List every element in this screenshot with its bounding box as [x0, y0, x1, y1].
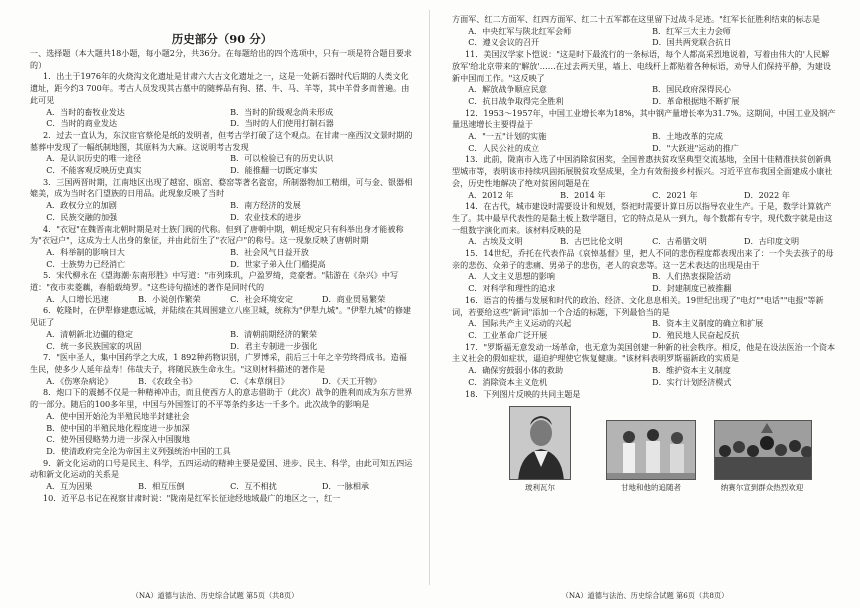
option: D．君主专制进一步强化	[230, 340, 318, 351]
option: D．《天工开物》	[322, 375, 382, 386]
option: A．国际共产主义运动的兴起	[468, 318, 572, 329]
question-18: 18．下列图片反映的共同主题是	[464, 388, 581, 399]
option: B．红军三大主力会师	[652, 25, 731, 36]
option: A．中央红军与陕北红军会师	[468, 25, 572, 36]
option: B．社会风气日益开放	[230, 246, 309, 257]
option: A．当时的畜牧业发达	[46, 106, 125, 117]
option: C．遵义会议的召开	[468, 37, 540, 48]
question-13-options	[452, 190, 836, 202]
option: B．可以检验已有的历史认识	[230, 153, 334, 164]
option: D．国共两党联合抗日	[652, 37, 732, 48]
option: B．土地改革的完成	[652, 131, 723, 142]
option: D．使清政府完全沦为帝国主义列强统治中国的工具	[46, 445, 231, 456]
question-15-options	[452, 271, 836, 294]
question-1-options	[30, 107, 414, 130]
question-9: 9．新文化运动的口号是民主、科学，五四运动的精神主要是爱国、进步、民主、科学，由此可知五四运动和新文化运动的关系是	[30, 457, 413, 480]
option: A．政权分立的加剧	[46, 200, 117, 211]
option: B．清朝前期经济的繁荣	[230, 328, 317, 339]
option: D．革命根据地不断扩展	[652, 95, 740, 106]
question-10: 10．近平总书记在视察甘肃时说："陇南是红军长征途经地域最广的地区之一，红一	[42, 492, 341, 503]
option: A．使中国开始沦为半殖民地半封建社会	[46, 410, 190, 421]
option: C．工业革命广泛开展	[468, 329, 548, 340]
group-walking-photo	[606, 420, 696, 480]
option: B．古巴比伦文明	[560, 236, 623, 247]
portrait-photo	[509, 406, 571, 480]
question-1: 1．出土于1976年的火烧沟文化遗址是甘肃六大古文化遗址之一，这是一处新石器时代后期的人类文化遗址，距今约3 700年。考古人员发现其古墓中的随葬品有狗、猪、牛、马、羊等，其中羊骨多而普遍。由此可见	[30, 71, 410, 105]
option: C．古希腊文明	[652, 236, 707, 247]
option: C．士族势力已经消亡	[46, 258, 126, 269]
question-12-options	[452, 131, 836, 154]
photo-caption: 纳赛尔宣到群众热烈欢迎	[720, 483, 804, 493]
photo-item-3	[714, 406, 810, 494]
page-footer: （NA）道德与法治、历史综合试题 第5页（共8页）	[131, 591, 299, 601]
option: C．互不相扰	[230, 481, 277, 492]
question-17: 17．"罗斯福无意发动一场革命，也无意为美国创建一种新的社会秩序。相反，他是在设法医治一个资本主义社会的假如症状，逼迫护理使它恢复健康。"该材料表明罗斯福新政的实质是	[452, 341, 836, 364]
photo-item-1	[492, 406, 588, 494]
option: C．人民公社的成立	[468, 142, 540, 153]
question-3-options	[30, 200, 414, 223]
option: D．2022 年	[744, 189, 790, 200]
option: C．2021 年	[652, 189, 698, 200]
option: C．不能客观反映历史真实	[46, 165, 142, 176]
question-7: 7．"医中圣人，集中国药学之大成，1 892种药物识别，广罗博采，前后三十年之辛劳终得成书。造福生民，使多少人延年益寿！伟哉夫子，将随民族生命永生。"这则材料描述的著作是	[30, 352, 407, 374]
option: A．人口增长迅速	[46, 293, 109, 304]
option: D．一脉相承	[322, 481, 370, 492]
section-title: 历史部分（90 分）	[171, 32, 273, 46]
option: C．使外国侵略势力进一步深入中国腹地	[46, 434, 190, 445]
option: B．2014 年	[560, 189, 606, 200]
photo-row	[452, 400, 836, 494]
option: B．相互压倒	[138, 481, 185, 492]
option: B．维护资本主义制度	[652, 365, 731, 376]
option: C．社会环境安定	[230, 293, 293, 304]
question-14: 14．在古代，城市建设时需要设计和规划，祭祀时需要计算日历以指导农业生产。于是，数学计算就产生了。其中最早代表性的是黏土板上数学题目，它的特点是从一到九，每个数都有专字，现代数字就是由这一组数字演化而来。该材料反映的是	[452, 201, 833, 235]
question-12: 12．1953～1957年，中国工业增长率为18%，其中钢产量增长率为31.7%。这期间，中国工业及钢产量迅速增长主要得益于	[452, 107, 836, 130]
question-6: 6．乾隆时，在伊犁修建惠远城，并陆续在其周围建立八座卫城，统称为"伊犁九城"。"伊犁九城"的修建见证了	[30, 305, 412, 328]
option: D．农业技术的进步	[230, 211, 302, 222]
option: D．"大跃进"运动的推广	[652, 142, 739, 153]
option: B．国民政府深得民心	[652, 84, 731, 95]
option: B．使中国的半殖民地化程度进一步加深	[46, 422, 190, 433]
option: C．对科学和理性的追求	[468, 283, 556, 294]
question-11-options	[452, 84, 836, 107]
question-16-options	[452, 318, 836, 341]
option: A．是认识历史的唯一途径	[46, 153, 142, 164]
section-intro: 一、选择题（本大题共18小题，每小题2分，共36分。在每题给出的四个选项中，只有一项是符合题目要求的）	[30, 48, 412, 70]
option: A．清朝新北边疆的稳定	[46, 328, 133, 339]
crowd-photo	[714, 420, 812, 480]
option: A．古埃及文明	[468, 236, 523, 247]
option: D．能推翻一切既定事实	[230, 165, 318, 176]
option: B．当时的阶级观念尚未形成	[230, 106, 334, 117]
option: D．实行计划经济模式	[652, 376, 732, 387]
option: D．世家子弟入仕门槛提高	[230, 258, 326, 269]
question-14-options	[452, 236, 836, 248]
option: A．人文主义思想的影响	[468, 271, 555, 282]
option: A．2012 年	[468, 189, 514, 200]
option: D．封建制度已被推翻	[652, 283, 732, 294]
option: A．解放战争顺应民意	[468, 84, 547, 95]
option: C．民族交融的加强	[46, 211, 118, 222]
question-11: 11．美国汉学家卜恺说："这是时下最流行的一条标语，每个人都高采烈地说着，写着由伟大的'人民解放军'给北京带来的'解放'……在过去两天里，墙上、电线杆上都贴着各种标语，劝导人们保持平静，为建设新中国而工作。"这反映了	[452, 49, 831, 83]
photo-item-2	[603, 406, 699, 494]
question-3: 3．三国两晋时期，江南地区出现了越窑、瓯窑、婺窑等著名瓷窑，所制器物加工精细，可与金、银器相媲美，成为当时名门望族的日用品。此现象反映了当时	[30, 176, 413, 199]
option: B．南方经济的发展	[230, 200, 301, 211]
page-footer: （NA）道德与法治、历史综合试题 第6页（共8页）	[561, 591, 729, 601]
question-10-options	[452, 26, 836, 49]
option: D．殖民地人民奋起反抗	[652, 329, 740, 340]
question-5-options	[30, 294, 414, 306]
question-9-options	[30, 481, 414, 493]
option: C．抗日战争取得完全胜利	[468, 95, 564, 106]
option: C．当时的商业发达	[46, 118, 118, 129]
question-8: 8．炮口下的震撼不仅是一种精神冲击，而且使西方人的意志借助于（此次）战争的胜利而成为东方世界的一部分。随后的100多年里，中国与外国签订的不平等条约多达一千多个。此次战争的影响是	[30, 387, 413, 410]
option: C．《本草纲目》	[230, 375, 289, 386]
question-8-options	[30, 411, 414, 458]
question-16: 16．语言的传播与发展和时代的政治、经济、文化息息相关。19世纪出现了"电灯""电话""电报"等新词，若要给这些"新词"添加一个合适的标题，下列最恰当的是	[452, 294, 824, 317]
photo-caption: 甘地和他的追随者	[621, 483, 681, 493]
option: B．小说创作繁荣	[138, 293, 201, 304]
right-page	[430, 0, 860, 608]
photo-caption: 玻利瓦尔	[525, 483, 555, 493]
question-4-options	[30, 247, 414, 270]
option: B．人们热衷探险活动	[652, 271, 731, 282]
question-2: 2．过去一直认为，东汉宦官蔡伦是纸的发明者，但考古学打破了这个观点。在甘肃一座西汉文景时期的墓葬中发现了一幅纸制地图，其原料为大麻。这说明考古发现	[30, 129, 413, 152]
question-15: 15．14世纪，乔托在代表作品《哀悼基督》里，把人不同的悲伤程度都表现出来了：一个失去孩子的母亲的悲伤、众弟子的悲痛、男弟子的悲伤，老人的哀悲等。这一艺术表达的出现是由于	[452, 248, 834, 270]
question-13: 13．此前，陇南市入选了中国消除贫困奖，全国普惠扶贫攻坚典型交流基地，全国十佳精准扶贫创新典型城市等，表明该市持续巩固拓展脱贫攻坚成果，全力有效衔接乡村振兴。习近平宣布我国全面建成小康社会，历史性地解决了绝对贫困问题是在	[452, 154, 833, 188]
question-5: 5．宋代柳永在《望海潮·东南形胜》中写道："市列珠玑，户盈罗绮，竞豪奢。"陆游在《杂兴》中写道："夜市卖菱藕，春船载绮罗。"这些诗句描述的著作是同时代的	[30, 270, 399, 293]
question-4: 4．"衣冠"在魏晋南北朝时期是对士族门阀的代称。但到了唐朝中期，朝廷规定只有科举出身才能被称为"衣冠户"，这成为士人出身的象征，并由此衍生了"衣冠户"的称号。这一现象反映了唐朝时期	[30, 223, 404, 246]
question-2-options	[30, 153, 414, 176]
question-7-options	[30, 376, 414, 388]
option: A．《伤寒杂病论》	[46, 375, 113, 386]
option: B．《农政全书》	[138, 375, 197, 386]
option: C．消除资本主义危机	[468, 376, 548, 387]
option: A．"一五"计划的实施	[468, 131, 547, 142]
option: A．确保穷鼓弱小体的救助	[468, 365, 564, 376]
option: D．当时的人们使用打制石器	[230, 118, 334, 129]
question-10-continued: 方面军、红二方面军、红四方面军、红二十五军都在这里留下过战斗足迹。"红军长征胜利结束的标志是	[452, 14, 820, 24]
option: C．统一多民族国家的巩固	[46, 340, 142, 351]
option: B．资本主义制度的确立和扩展	[652, 318, 764, 329]
option: A．科举制的影响日大	[46, 246, 125, 257]
question-6-options	[30, 329, 414, 352]
option: A．互为因果	[46, 481, 93, 492]
question-17-options	[452, 365, 836, 388]
option: D．古印度文明	[744, 236, 800, 247]
option: D．商业贸易繁荣	[322, 293, 386, 304]
